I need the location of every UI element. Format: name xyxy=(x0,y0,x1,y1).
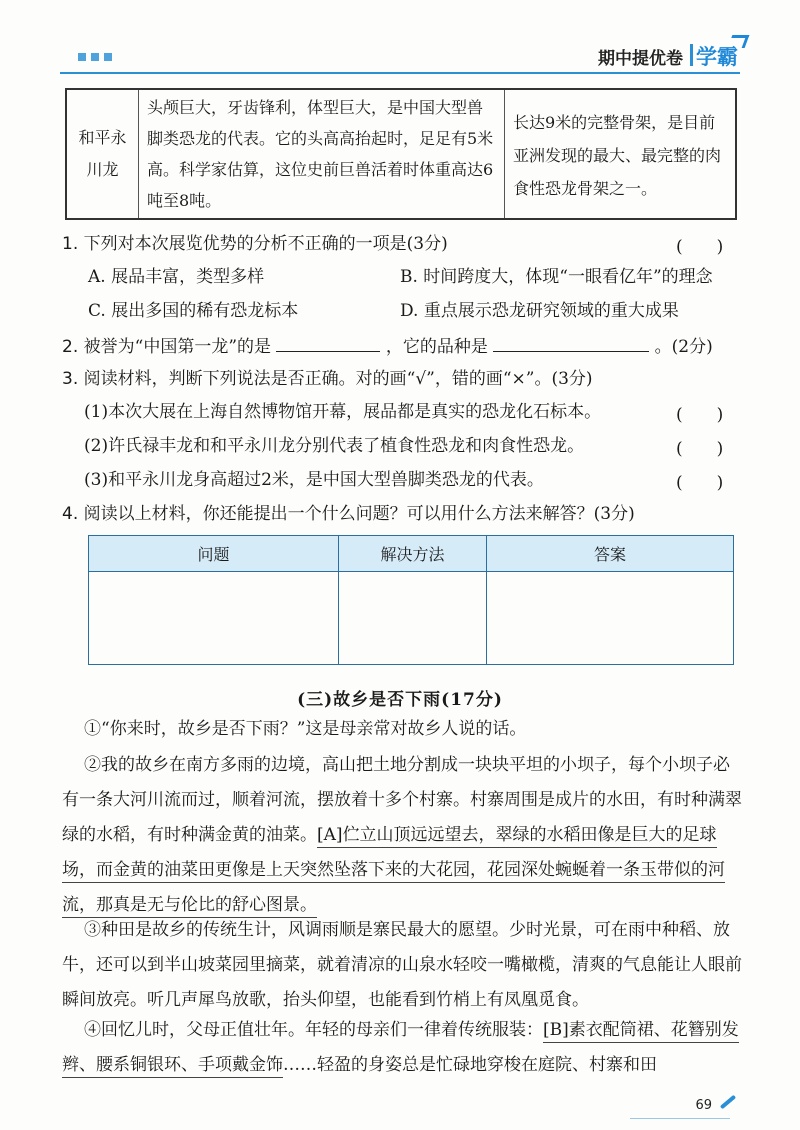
question-3 xyxy=(62,367,593,391)
option-d[interactable]: D. 重点展示恐龙研究领域的重大成果 xyxy=(400,301,679,321)
mortarboard-icon xyxy=(728,35,750,48)
answer-cell-answer[interactable] xyxy=(487,572,733,664)
footer-rule xyxy=(630,1118,730,1119)
question-number: 2. xyxy=(62,337,79,357)
page-header xyxy=(0,0,800,78)
question-2 xyxy=(62,333,713,359)
judge-item-1: (1)本次大展在上海自然博物馆开幕，展品都是真实的恐龙化石标本。 xyxy=(84,402,602,422)
header-title: 期中提优卷 xyxy=(598,49,683,69)
fill-blank-2[interactable] xyxy=(493,333,649,352)
header-divider xyxy=(690,44,693,66)
answer-table xyxy=(88,535,734,665)
question-number: 4. xyxy=(62,504,79,524)
question-text: 下列对本次展览优势的分析不正确的一项是(3分) xyxy=(83,234,448,254)
judge-paren-1[interactable]: ( ) xyxy=(676,405,724,425)
option-c[interactable]: C. 展出多国的稀有恐龙标本 xyxy=(88,301,299,321)
header-method: 解决方法 xyxy=(339,536,487,572)
section-title: (三)故乡是否下雨(17分) xyxy=(297,690,503,710)
header-dots-decoration xyxy=(78,53,112,61)
dinosaur-name-cell: 和平永川龙 xyxy=(67,90,139,218)
question-text: 阅读以上材料，你还能提出一个什么问题？可以用什么方法来解答？(3分) xyxy=(83,504,635,524)
answer-paren[interactable]: ( ) xyxy=(676,237,724,257)
header-answer: 答案 xyxy=(487,536,733,572)
question-1 xyxy=(62,232,448,256)
paragraph-4-text-a: ④回忆儿时，父母正值壮年。年轻的母亲们一律着传统服装： xyxy=(84,1020,543,1040)
paragraph-1: ①“你来时，故乡是否下雨？”这是母亲常对故乡人说的话。 xyxy=(84,719,527,739)
page-number: 69 xyxy=(695,1098,712,1113)
judge-paren-3[interactable]: ( ) xyxy=(676,473,724,493)
judge-paren-2[interactable]: ( ) xyxy=(676,439,724,459)
paragraph-2 xyxy=(62,748,742,923)
dinosaur-description-cell: 头颅巨大，牙齿锋利，体型巨大，是中国大型兽脚类恐龙的代表。它的头高高抬起时，足足有5米高。科学家估算，这位史前巨兽活着时体重高达6吨至8吨。 xyxy=(139,90,505,218)
question-4 xyxy=(62,502,635,526)
dinosaur-feature-cell: 长达9米的完整骨架，是目前亚洲发现的最大、最完整的肉食性恐龙骨架之一。 xyxy=(513,113,722,198)
brand-logo: 学霸 xyxy=(696,45,738,69)
fill-blank-1[interactable] xyxy=(276,333,380,352)
pencil-icon xyxy=(720,1095,736,1110)
underlined-sentence-a: [A]伫立山顶远远望去，翠绿的水稻田像是巨大的足球场，而金黄的油菜田更像是上天突然坠落下来的大花园，花园深处蜿蜒着一条玉带似的河流，那真是无与伦比的舒心图景。 xyxy=(62,825,725,918)
question-text: 阅读材料，判断下列说法是否正确。对的画“√”，错的画“×”。(3分) xyxy=(83,369,593,389)
paragraph-3: ③种田是故乡的传统生计，风调雨顺是寨民最大的愿望。少时光景，可在雨中种稻、放牛，还可以到半山坡菜园里摘菜，就着清凉的山泉水轻咬一嘴橄榄，清爽的气息能让人眼前瞬间放亮。听几声犀鸟放歌，抬头仰望，也能看到竹梢上有凤凰觅食。 xyxy=(62,920,742,1010)
option-a[interactable]: A. 展品丰富，类型多样 xyxy=(88,267,265,287)
answer-cell-question[interactable] xyxy=(89,572,339,664)
question-text-c: 。(2分) xyxy=(654,337,713,357)
option-b[interactable]: B. 时间跨度大，体现“一眼看亿年”的理念 xyxy=(400,267,713,287)
question-text-b: ，它的品种是 xyxy=(385,337,488,357)
header-question: 问题 xyxy=(89,536,339,572)
answer-cell-method[interactable] xyxy=(339,572,487,664)
judge-item-3: (3)和平永川龙身高超过2米，是中国大型兽脚类恐龙的代表。 xyxy=(84,470,544,490)
paragraph-4-text-c: ……轻盈的身姿总是忙碌地穿梭在庭院、村寨和田 xyxy=(283,1055,657,1075)
question-number: 3. xyxy=(62,369,79,389)
underlined-phrase-b: [B]素衣配筒裙、花簪别发辫、腰系铜银环、手项戴金饰 xyxy=(62,1020,739,1078)
paragraph-4 xyxy=(62,1013,742,1083)
header-rule xyxy=(60,72,740,74)
dinosaur-info-table xyxy=(65,88,737,220)
question-number: 1. xyxy=(62,234,79,254)
judge-item-2: (2)许氏禄丰龙和和平永川龙分别代表了植食性恐龙和肉食性恐龙。 xyxy=(84,436,585,456)
question-text-a: 被誉为“中国第一龙”的是 xyxy=(83,337,272,357)
paragraph-2-text: ②我的故乡在南方多雨的边境，高山把土地分割成一块块平坦的小坝子，每个小坝子必有一条大河川流而过，顺着河流，摆放着十多个村寨。村寨周围是成片的水田，有时种满翠绿的水稻，有时种满金黄的油菜。 xyxy=(62,755,742,845)
